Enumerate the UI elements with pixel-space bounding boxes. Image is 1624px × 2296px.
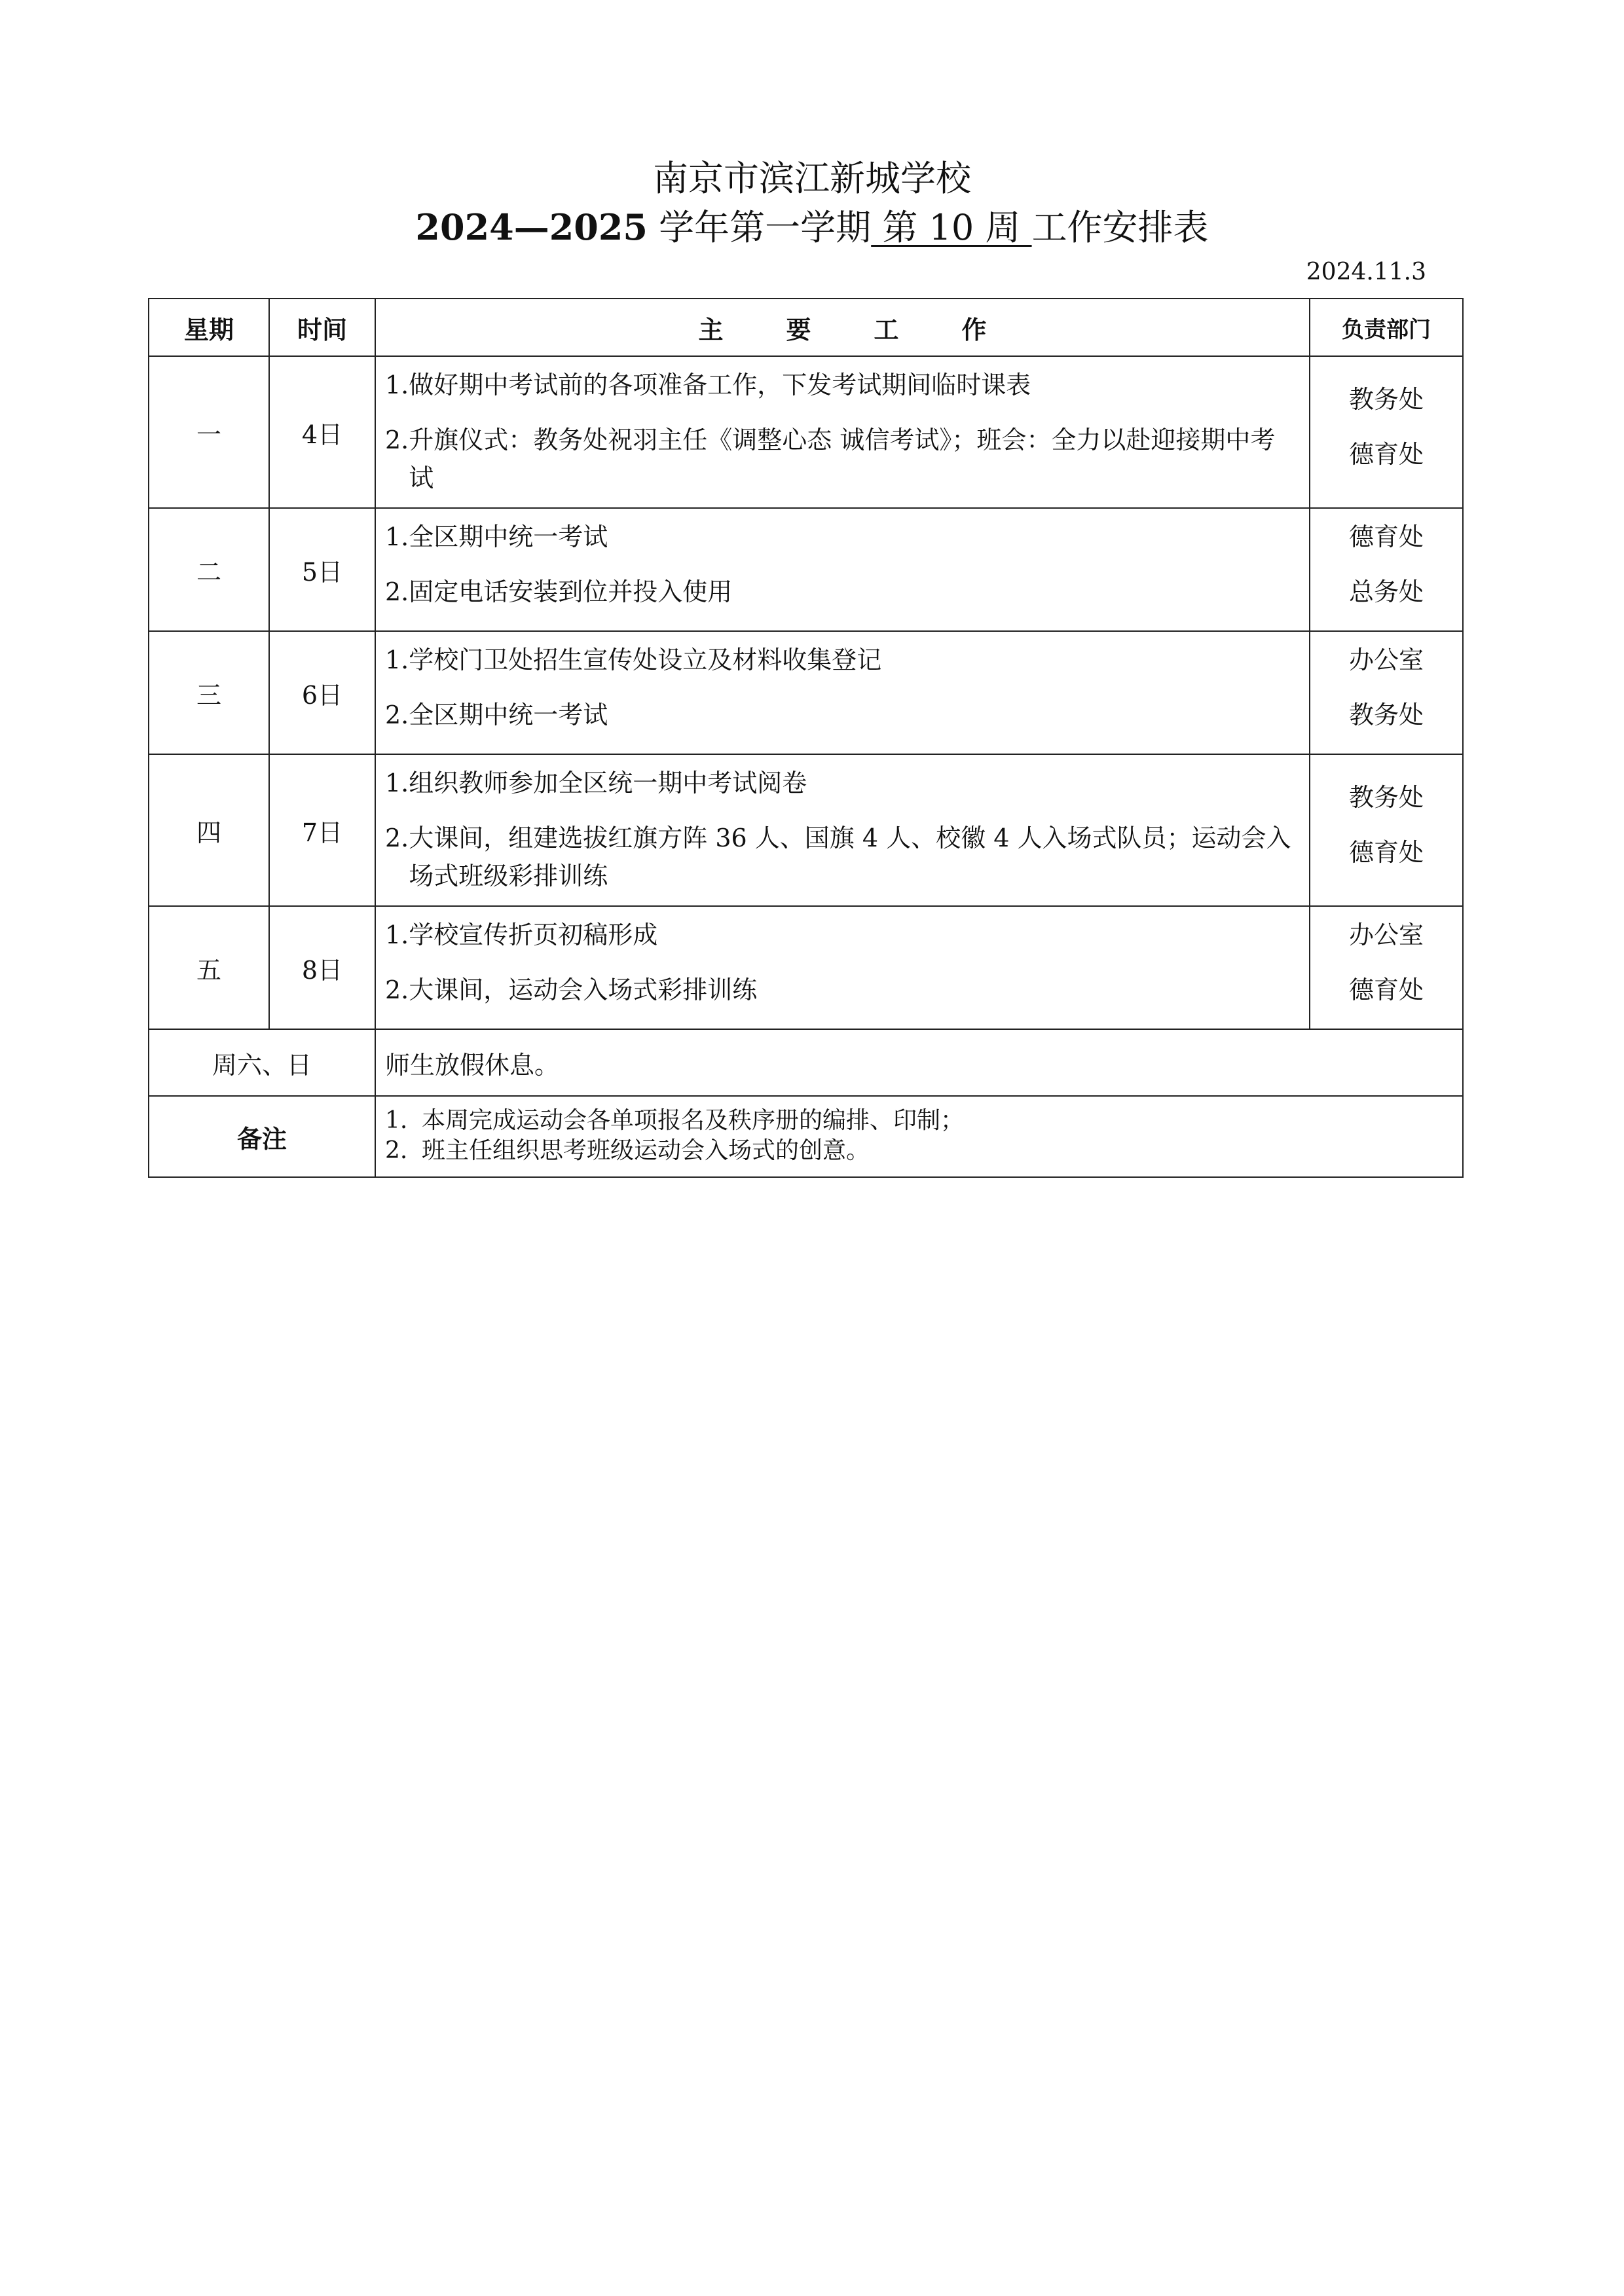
item-index: 2. bbox=[385, 577, 409, 606]
title-suffix: 工作安排表 bbox=[1031, 207, 1209, 248]
work-item bbox=[385, 967, 1300, 1022]
work-item bbox=[385, 569, 1300, 624]
item-text: 学校宣传折页初稿形成 bbox=[409, 920, 658, 949]
row-items bbox=[375, 906, 1310, 1029]
row-departments bbox=[1310, 754, 1463, 906]
weekend-text: 师生放假休息。 bbox=[375, 1029, 1463, 1096]
row-items bbox=[375, 356, 1310, 508]
title-semester: 学年第一学期 bbox=[648, 207, 872, 248]
row-departments bbox=[1310, 508, 1463, 631]
item-text: 做好期中考试前的各项准备工作，下发考试期间临时课表 bbox=[409, 371, 1031, 399]
department: 教务处 bbox=[1348, 385, 1424, 414]
weekend-label: 周六、日 bbox=[149, 1029, 375, 1096]
item-text: 固定电话安装到位并投入使用 bbox=[409, 577, 733, 606]
department: 办公室 bbox=[1348, 920, 1424, 949]
table-row bbox=[149, 754, 1463, 906]
department: 德育处 bbox=[1348, 838, 1424, 867]
department: 教务处 bbox=[1348, 701, 1424, 729]
department: 教务处 bbox=[1348, 783, 1424, 812]
table-row bbox=[149, 906, 1463, 1029]
department: 德育处 bbox=[1348, 522, 1424, 551]
work-item bbox=[385, 815, 1300, 899]
table-row bbox=[149, 631, 1463, 754]
row-departments bbox=[1310, 631, 1463, 754]
item-index: 1. bbox=[385, 522, 409, 551]
title-week bbox=[871, 207, 1031, 248]
department: 总务处 bbox=[1348, 577, 1424, 606]
work-item bbox=[385, 692, 1300, 747]
work-item bbox=[385, 362, 1300, 417]
school-name: 南京市滨江新城学校 bbox=[653, 158, 971, 199]
work-item bbox=[385, 912, 1300, 967]
remark-item bbox=[385, 1106, 1453, 1136]
item-text: 全区期中统一考试 bbox=[409, 522, 608, 551]
row-items bbox=[375, 508, 1310, 631]
row-items bbox=[375, 631, 1310, 754]
item-text: 大课间，运动会入场式彩排训练 bbox=[409, 975, 758, 1004]
item-index: 1. bbox=[385, 371, 409, 399]
item-text: 大课间，组建选拔红旗方阵 36 人、国旗 4 人、校徽 4 人入场式队员；运动会入场式班级彩排训练 bbox=[409, 824, 1291, 890]
work-item bbox=[385, 760, 1300, 815]
row-date: 6日 bbox=[269, 631, 375, 754]
title-week-text: 第 10 周 bbox=[871, 207, 1032, 248]
row-day: 二 bbox=[149, 508, 269, 631]
table-row bbox=[149, 356, 1463, 508]
sheet-title bbox=[0, 204, 1624, 251]
item-index: 1. bbox=[385, 769, 409, 797]
work-item bbox=[385, 417, 1300, 501]
remark-index: 1. bbox=[385, 1107, 408, 1134]
weekend-row bbox=[149, 1029, 1463, 1096]
remarks-row bbox=[149, 1096, 1463, 1177]
row-day: 一 bbox=[149, 356, 269, 508]
item-index: 1. bbox=[385, 920, 409, 949]
row-departments bbox=[1310, 906, 1463, 1029]
work-item bbox=[385, 637, 1300, 692]
remark-text: 本周完成运动会各单项报名及秩序册的编排、印制； bbox=[422, 1107, 965, 1134]
item-text: 学校门卫处招生宣传处设立及材料收集登记 bbox=[409, 646, 882, 674]
header-department: 负责部门 bbox=[1310, 299, 1463, 356]
item-text: 组织教师参加全区统一期中考试阅卷 bbox=[409, 769, 807, 797]
item-text: 升旗仪式：教务处祝羽主任《调整心态 诚信考试》；班会：全力以赴迎接期中考试 bbox=[409, 426, 1276, 492]
row-day: 三 bbox=[149, 631, 269, 754]
header-main-char: 主 bbox=[698, 314, 724, 344]
department: 办公室 bbox=[1348, 646, 1424, 674]
department: 德育处 bbox=[1348, 440, 1424, 469]
table-header-row bbox=[149, 299, 1463, 356]
item-index: 1. bbox=[385, 646, 409, 674]
title-year: 2024—2025 bbox=[415, 206, 648, 248]
header-day: 星期 bbox=[149, 299, 269, 356]
remark-text: 班主任组织思考班级运动会入场式的创意。 bbox=[422, 1137, 870, 1164]
header-main-char: 作 bbox=[961, 314, 987, 344]
row-date: 4日 bbox=[269, 356, 375, 508]
row-items bbox=[375, 754, 1310, 906]
work-item bbox=[385, 514, 1300, 569]
header-main-work bbox=[375, 299, 1310, 356]
remark-item bbox=[385, 1136, 1453, 1166]
row-departments bbox=[1310, 356, 1463, 508]
row-day: 五 bbox=[149, 906, 269, 1029]
document-date: 2024.11.3 bbox=[1306, 259, 1426, 285]
row-date: 8日 bbox=[269, 906, 375, 1029]
item-index: 2. bbox=[385, 824, 409, 852]
schedule-table bbox=[148, 298, 1464, 1178]
remark-index: 2. bbox=[385, 1137, 408, 1164]
item-text: 全区期中统一考试 bbox=[409, 701, 608, 729]
remarks-label: 备注 bbox=[149, 1096, 375, 1177]
header-main-char: 工 bbox=[874, 314, 899, 344]
item-index: 2. bbox=[385, 975, 409, 1004]
remarks-content bbox=[375, 1096, 1463, 1177]
row-date: 5日 bbox=[269, 508, 375, 631]
item-index: 2. bbox=[385, 701, 409, 729]
row-date: 7日 bbox=[269, 754, 375, 906]
table-row bbox=[149, 508, 1463, 631]
department: 德育处 bbox=[1348, 975, 1424, 1004]
row-day: 四 bbox=[149, 754, 269, 906]
item-index: 2. bbox=[385, 426, 409, 454]
header-time: 时间 bbox=[269, 299, 375, 356]
header-main-char: 要 bbox=[786, 314, 811, 344]
